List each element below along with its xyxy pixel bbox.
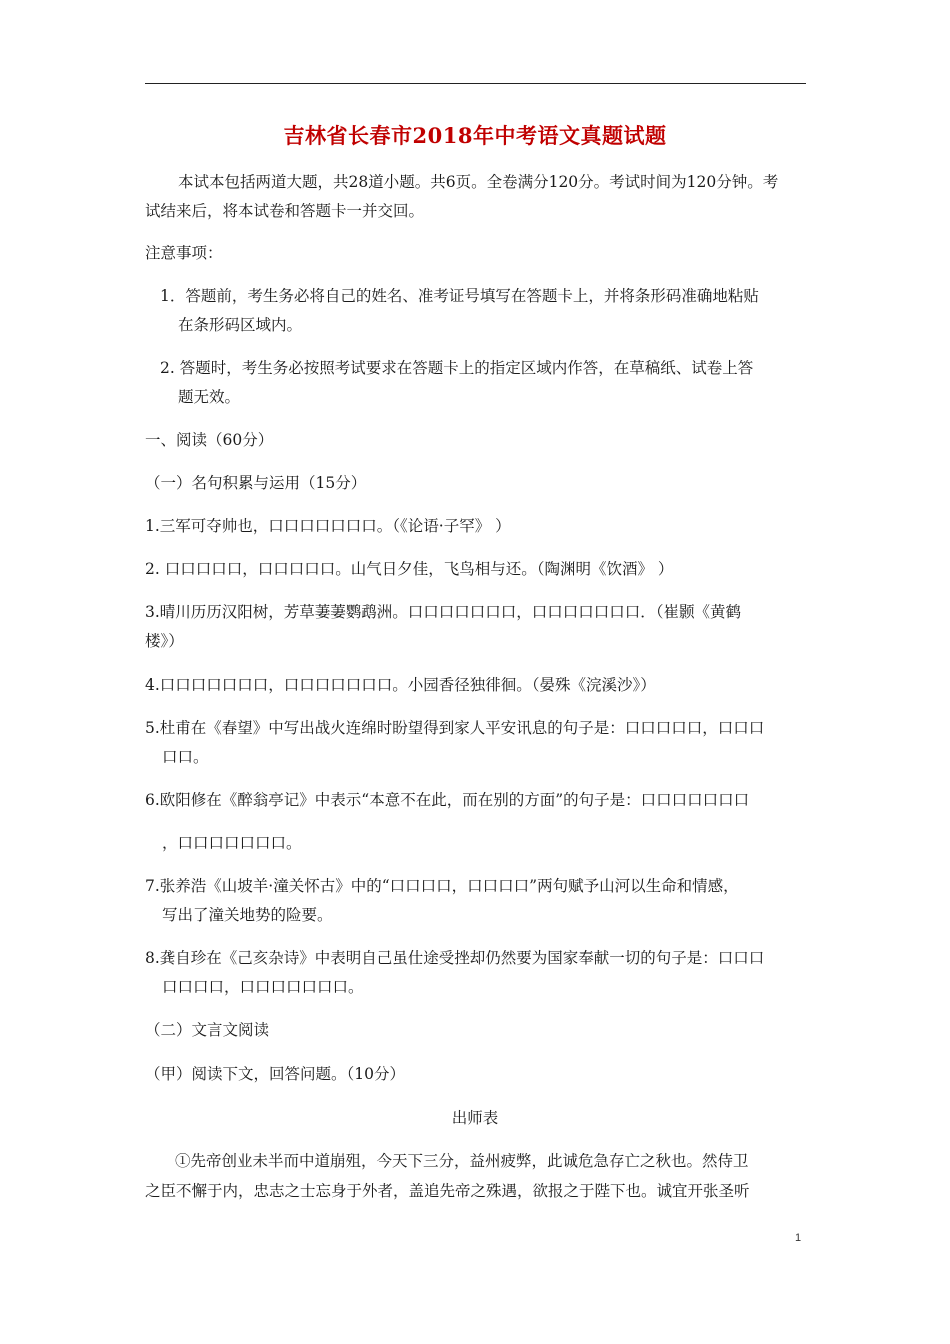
question-6-line-1: 6.欧阳修在《醉翁亭记》中表示“本意不在此，而在别的方面”的句子是：口口口口口口口 [145, 791, 750, 809]
question-5-line-1: 5.杜甫在《春望》中写出战火连绵时盼望得到家人平安讯息的句子是：口口口口口，口口口 [145, 719, 765, 737]
section-heading-reading: 一、阅读（60分） [145, 431, 274, 449]
notice-1-line-2: 在条形码区域内。 [178, 316, 303, 334]
question-5-line-2: 口口。 [162, 748, 209, 766]
passage-line-1: ①先帝创业未半而中道崩殂，今天下三分，益州疲弊，此诚危急存亡之秋也。然侍卫 [175, 1152, 749, 1170]
notice-2-line-1: 2. 答题时，考生务必按照考试要求在答题卡上的指定区域内作答，在草稿纸、试卷上答 [160, 359, 754, 377]
subsection-heading-quotes: （一）名句积累与运用（15分） [145, 474, 367, 492]
passage-line-2: 之臣不懈于内，忠志之士忘身于外者，盖追先帝之殊遇，欲报之于陛下也。诚宜开张圣听 [145, 1182, 750, 1200]
notice-heading: 注意事项： [145, 244, 223, 262]
part-jia-instruction: （甲）阅读下文，回答问题。（10分） [145, 1065, 405, 1083]
question-3-line-1: 3.晴川历历汉阳树，芳草萋萋鹦鹉洲。口口口口口口口，口口口口口口口．（崔颢《黄鹤 [145, 603, 742, 621]
page-number: 1 [795, 1232, 802, 1244]
passage-title: 出师表 [451, 1109, 499, 1127]
question-8-line-2: 口口口口，口口口口口口口。 [162, 978, 364, 996]
notice-1-line-1: 1．答题前，考生务必将自己的姓名、准考证号填写在答题卡上，并将条形码准确地粘贴 [160, 287, 759, 305]
question-3-line-2: 楼》） [145, 632, 184, 650]
question-6-line-2: ，口口口口口口口。 [162, 834, 302, 852]
notice-2-line-2: 题无效。 [178, 388, 241, 406]
page-title: 吉林省长春市2018年中考语文真题试题 [283, 123, 667, 148]
question-7-line-2: 写出了潼关地势的险要。 [162, 906, 333, 924]
header-rule [145, 83, 806, 84]
subsection-heading-classical: （二）文言文阅读 [145, 1021, 270, 1039]
question-7-line-1: 7.张养浩《山坡羊·潼关怀古》中的“口口口口，口口口口”两句赋予山河以生命和情感， [145, 877, 739, 895]
question-1: 1.三军可夺帅也，口口口口口口口。（《论语·子罕》 ） [145, 517, 511, 535]
question-8-line-1: 8.龚自珍在《己亥杂诗》中表明自己虽仕途受挫却仍然要为国家奉献一切的句子是：口口口 [145, 949, 765, 967]
intro-line-2: 试结来后，将本试卷和答题卡一并交回。 [145, 202, 425, 220]
question-2: 2. 口口口口口，口口口口口。山气日夕佳，飞鸟相与还。（陶渊明《饮酒》 ） [145, 560, 674, 578]
intro-line-1: 本试本包括两道大题，共28道小题。共6页。全卷满分120分。考试时间为120分钟。考 [178, 173, 779, 191]
question-4: 4.口口口口口口口，口口口口口口口。小园香径独徘徊。（晏殊《浣溪沙》） [145, 676, 656, 694]
